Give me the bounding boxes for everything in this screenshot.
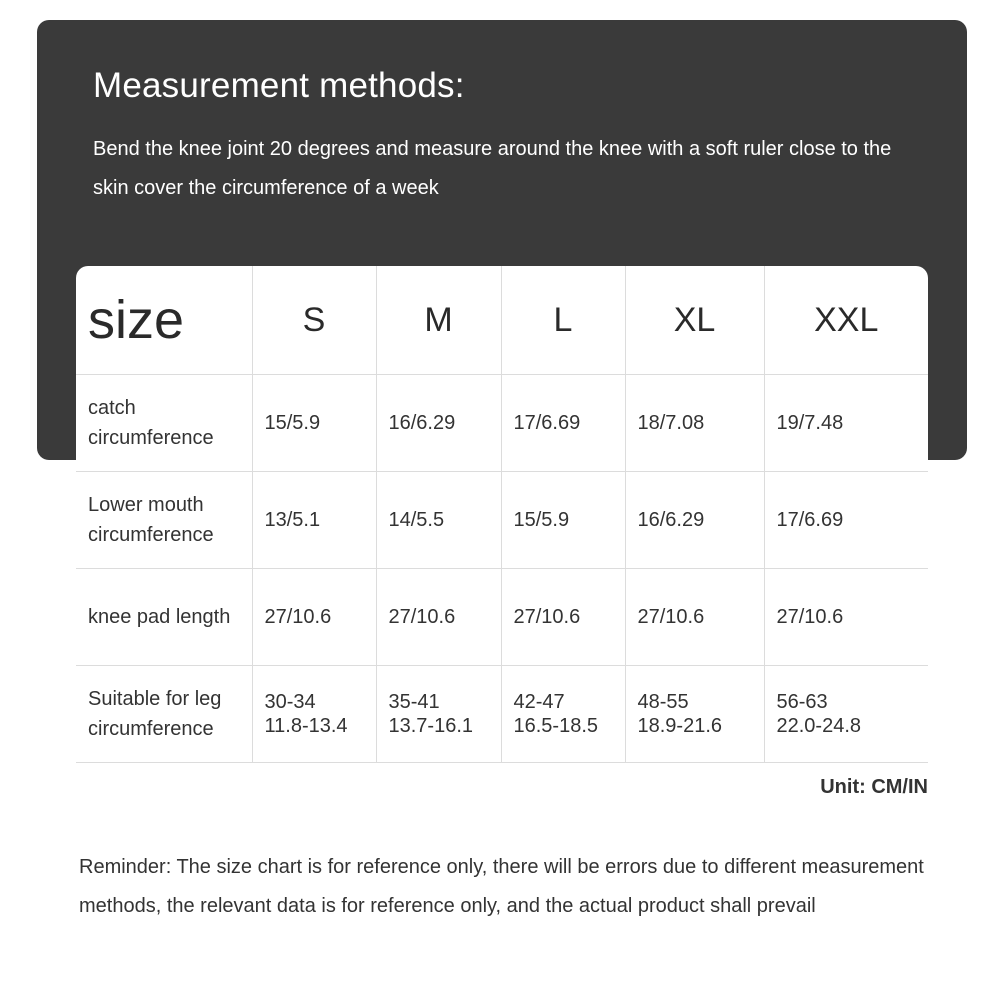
- size-corner-label: size: [76, 266, 252, 375]
- cell-value: 15/5.9: [264, 412, 321, 434]
- cell-value: 18/7.08: [637, 412, 705, 434]
- table-cell: [376, 472, 501, 569]
- cell-value: 13/5.1: [264, 509, 321, 531]
- row-label: Suitable for leg circumference: [76, 666, 252, 763]
- cell-value: 16.5-18.5: [513, 715, 599, 737]
- size-header-xxl: XXL: [764, 266, 928, 375]
- table-row: [76, 569, 928, 666]
- row-label: knee pad length: [76, 569, 252, 666]
- table-cell: [252, 666, 376, 763]
- cell-value: 17/6.69: [776, 509, 844, 531]
- cell-value: 42-47: [513, 691, 565, 713]
- size-header-xl: XL: [625, 266, 764, 375]
- table-cell: [252, 375, 376, 472]
- measurement-instructions: Bend the knee joint 20 degrees and measure around the knee with a soft ruler close to the skin cover the circumference of a week: [93, 138, 892, 199]
- table-cell: [764, 375, 928, 472]
- cell-value: 56-63: [776, 691, 828, 713]
- measurement-heading: Measurement methods:: [93, 66, 465, 105]
- table-cell: [625, 569, 764, 666]
- cell-value: 19/7.48: [776, 412, 844, 434]
- cell-value: 17/6.69: [513, 412, 581, 434]
- cell-value: 18.9-21.6: [637, 715, 723, 737]
- cell-value: 27/10.6: [776, 606, 844, 628]
- table-cell: [764, 666, 928, 763]
- unit-label: Unit: CM/IN: [820, 776, 928, 798]
- cell-value: 27/10.6: [513, 606, 581, 628]
- cell-value: 27/10.6: [388, 606, 456, 628]
- table-cell: [625, 375, 764, 472]
- size-header-l: L: [501, 266, 625, 375]
- table-cell: [501, 472, 625, 569]
- size-header-row: [76, 266, 928, 375]
- table-cell: [501, 569, 625, 666]
- size-header-s: S: [252, 266, 376, 375]
- size-chart-card: [76, 266, 928, 764]
- table-row: [76, 375, 928, 472]
- cell-value: 14/5.5: [388, 509, 445, 531]
- table-cell: [625, 666, 764, 763]
- reminder-note: Reminder: The size chart is for reference only, there will be errors due to different measurement methods, the relevant data is for reference only, and the actual product shall prevail: [79, 856, 924, 917]
- cell-value: 13.7-16.1: [388, 715, 474, 737]
- table-cell: [252, 569, 376, 666]
- size-chart-table: [76, 266, 928, 763]
- table-row: [76, 666, 928, 763]
- table-cell: [501, 375, 625, 472]
- table-row: [76, 472, 928, 569]
- table-cell: [376, 569, 501, 666]
- table-cell: [625, 472, 764, 569]
- cell-value: 35-41: [388, 691, 440, 713]
- row-label: catch circumference: [76, 375, 252, 472]
- cell-value: 15/5.9: [513, 509, 570, 531]
- table-cell: [764, 472, 928, 569]
- cell-value: 30-34: [264, 691, 316, 713]
- table-cell: [764, 569, 928, 666]
- table-cell: [376, 666, 501, 763]
- cell-value: 48-55: [637, 691, 689, 713]
- cell-value: 27/10.6: [637, 606, 705, 628]
- cell-value: 16/6.29: [388, 412, 456, 434]
- cell-value: 27/10.6: [264, 606, 332, 628]
- table-cell: [501, 666, 625, 763]
- cell-value: 11.8-13.4: [264, 715, 348, 737]
- row-label: Lower mouth circumference: [76, 472, 252, 569]
- table-cell: [376, 375, 501, 472]
- table-cell: [252, 472, 376, 569]
- size-header-m: M: [376, 266, 501, 375]
- cell-value: 22.0-24.8: [776, 715, 862, 737]
- cell-value: 16/6.29: [637, 509, 705, 531]
